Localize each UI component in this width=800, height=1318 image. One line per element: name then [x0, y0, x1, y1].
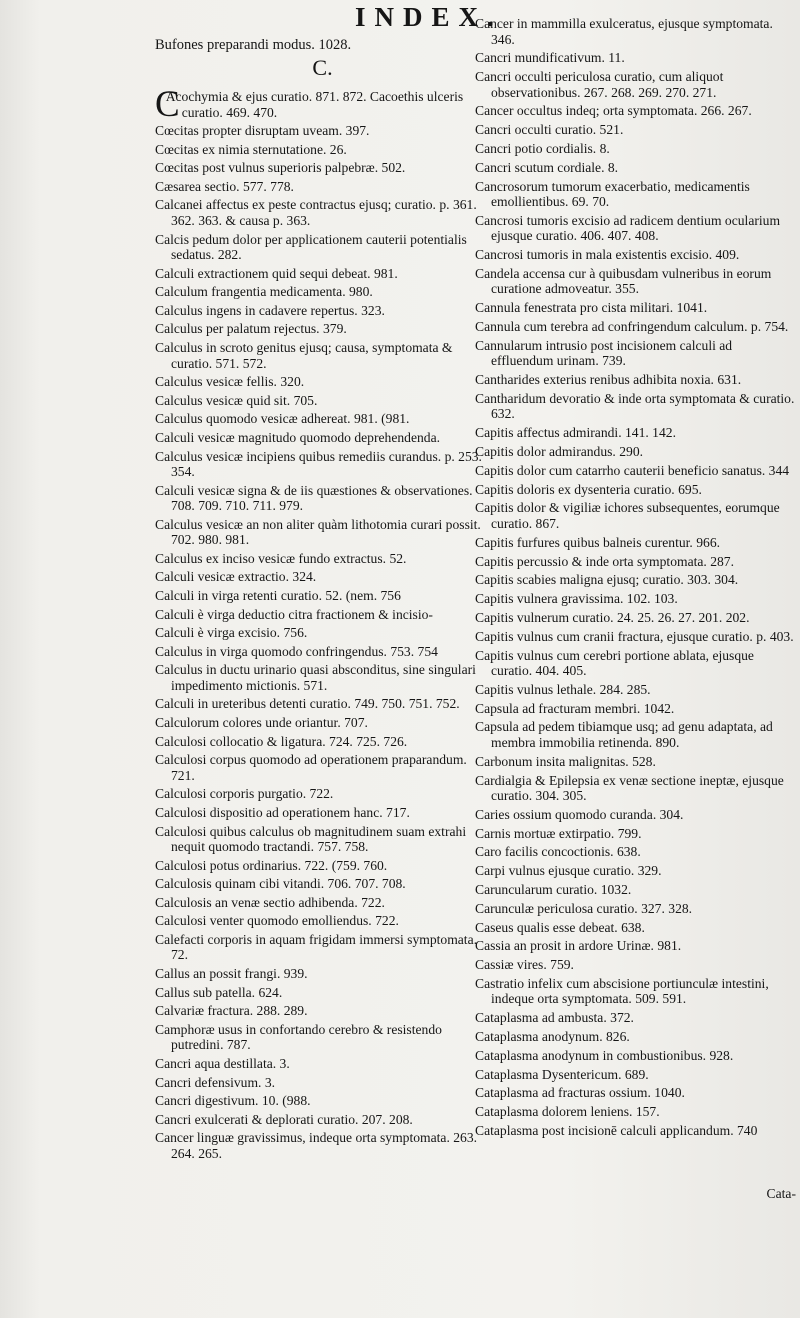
list-item: Calculi extractionem quid sequi debeat. 981.	[155, 265, 398, 281]
list-item: Cancrosi tumoris in mala existentis excisio. 409.	[475, 247, 740, 263]
list-item: Capitis affectus admirandi. 141. 142.	[475, 425, 676, 441]
list-item: Cœcitas ex nimia sternutatione. 26.	[155, 141, 347, 157]
list-item: Cataplasma anodynum in combustionibus. 928.	[475, 1047, 734, 1063]
list-item: Cancrosorum tumorum exacerbatio, medicamentis emollientibus. 69. 70.	[475, 178, 750, 210]
list-item: Calvariæ fractura. 288. 289.	[155, 1003, 308, 1019]
right-entry-list	[475, 16, 797, 1139]
list-item: Cancri occulti curatio. 521.	[475, 122, 624, 138]
list-item: Capitis vulnus lethale. 284. 285.	[475, 681, 651, 697]
list-item: Capitis vulnus cum cranii fractura, ejusque curatio. p. 403.	[475, 628, 794, 644]
list-item: Cancer in mammilla exulceratus, ejusque symptomata. 346.	[475, 16, 773, 47]
list-item: Calefacti corporis in aquam frigidam immersi symptomata. 72.	[155, 931, 478, 963]
list-item: Cancer linguæ gravissimus, indeque orta symptomata. 263. 264. 265.	[155, 1130, 478, 1161]
list-item: Cataplasma Dysentericum. 689.	[475, 1066, 649, 1082]
list-item: Calcanei affectus ex peste contractus ejusq; curatio. p. 361. 362. 363. & causa p. 363.	[155, 197, 477, 228]
list-item: Cancri digestivum. 10. (988.	[155, 1093, 311, 1109]
list-item: Calculus quomodo vesicæ adhereat. 981. (981.	[155, 411, 410, 427]
list-item: Cataplasma dolorem leniens. 157.	[475, 1104, 660, 1120]
right-column	[475, 16, 797, 1142]
list-item: Calculosi collocatio & ligatura. 724. 725. 726.	[155, 733, 408, 749]
list-item: Cataplasma ad ambusta. 372.	[475, 1010, 634, 1026]
list-item: Carunculæ periculosa curatio. 327. 328.	[475, 900, 693, 916]
list-item-text: Acochymia & ejus curatio. 871. 872. Cacoethis ulceris curatio. 469. 470.	[165, 89, 464, 120]
list-item: Calculosi corpus quomodo ad operationem praparandum. 721.	[155, 752, 467, 783]
catchword: Cata-	[766, 1186, 796, 1201]
list-item: Capitis dolor & vigiliæ ichores subsequentes, eorumque curatio. 867.	[475, 500, 780, 531]
list-item: Calculus vesicæ fellis. 320.	[155, 374, 305, 390]
list-item: Cœcitas post vulnus superioris palpebræ. 502.	[155, 160, 406, 176]
section-letter: C.	[312, 54, 333, 80]
list-item: Capitis scabies maligna ejusq; curatio. 303. 304.	[475, 572, 739, 588]
list-item: Cancer occultus indeq; orta symptomata. 266. 267.	[475, 103, 752, 119]
list-item: Capitis vulnerum curatio. 24. 25. 26. 27. 201. 202.	[475, 609, 750, 625]
list-item: Calculi in ureteribus detenti curatio. 749. 750. 751. 752.	[155, 696, 460, 712]
list-item: Calculosi venter quomodo emolliendus. 722.	[155, 913, 399, 929]
list-item: Cataplasma anodynum. 826.	[475, 1029, 630, 1045]
list-item: Calculosis an venæ sectio adhibenda. 722.	[155, 894, 385, 910]
list-item: Calculus vesicæ quid sit. 705.	[155, 392, 318, 408]
list-item: Calculorum colores unde oriantur. 707.	[155, 715, 368, 731]
list-item: Cancri aqua destillata. 3.	[155, 1055, 290, 1071]
list-item: Calculi è virga excisio. 756.	[155, 625, 308, 641]
drop-initial: C	[155, 84, 180, 125]
list-item: Capsula ad pedem tibiamque usq; ad genu adaptata, ad membra immobilia retinenda. 890.	[475, 719, 773, 750]
list-item: Capitis percussio & inde orta symptomata. 287.	[475, 553, 734, 569]
list-item: Capitis vulnus cum cerebri portione ablata, ejusque curatio. 404. 405.	[475, 647, 754, 679]
list-item: Capitis vulnera gravissima. 102. 103.	[475, 591, 678, 607]
list-item: Caruncularum curatio. 1032.	[475, 881, 632, 897]
list-item: Callus an possit frangi. 939.	[155, 966, 308, 982]
list-item: Calculi vesicæ magnitudo quomodo deprehendenda.	[155, 429, 441, 445]
list-item: Capitis doloris ex dysenteria curatio. 695.	[475, 481, 702, 497]
left-entry-list	[155, 123, 490, 1161]
list-item: Castratio infelix cum abscisione portiunculæ intestini, indeque orta symptomata. 509. 591.	[475, 975, 769, 1007]
list-item: Carnis mortuæ extirpatio. 799.	[475, 825, 642, 841]
list-item: Candela accensa cur à quibusdam vulneribus in eorum curatione admoveatur. 355.	[475, 265, 772, 297]
list-item: Calculosi dispositio ad operationem hanc. 717.	[155, 804, 410, 820]
list-item: Calculosi corporis purgatio. 722.	[155, 786, 334, 802]
list-item: Caseus qualis esse debeat. 638.	[475, 919, 645, 935]
list-item: Carbonum insita malignitas. 528.	[475, 753, 656, 769]
list-item: Cannula fenestrata pro cista militari. 1041.	[475, 300, 708, 316]
list-item: Cataplasma post incisionē calculi applicandum. 740	[475, 1123, 758, 1139]
list-item: Cancri exulcerati & deplorati curatio. 207. 208.	[155, 1111, 413, 1127]
list-item: Caro facilis concoctionis. 638.	[475, 844, 641, 860]
list-item: Callus sub patella. 624.	[155, 984, 283, 1000]
list-item: Calculus ex inciso vesicæ fundo extractus. 52.	[155, 550, 407, 566]
list-item: Calculi vesicæ extractio. 324.	[155, 569, 317, 585]
list-item: Calculi è virga deductio citra fractionem & incisio-	[155, 606, 433, 622]
list-item: Calculi in virga retenti curatio. 52. (nem. 756	[155, 587, 401, 603]
list-item: Cassia an prosit in ardore Urinæ. 981.	[475, 938, 682, 954]
list-item: Calculus ingens in cadavere repertus. 323.	[155, 302, 385, 318]
list-item: Calcis pedum dolor per applicationem cauterii potentialis sedatus. 282.	[155, 231, 467, 263]
list-item: Cancri defensivum. 3.	[155, 1074, 276, 1090]
list-item: Capsula ad fracturam membri. 1042.	[475, 700, 675, 716]
list-item: Cancrosi tumoris excisio ad radicem dentium ocularium ejusque curatio. 406. 407. 408.	[475, 212, 781, 244]
list-item: Cataplasma ad fracturas ossium. 1040.	[475, 1085, 685, 1101]
list-item: Calculosis quinam cibi vitandi. 706. 707. 708.	[155, 876, 406, 892]
list-item	[155, 84, 490, 125]
list-item: Calculus vesicæ an non aliter quàm lithotomia curari possit. 702. 980. 981.	[155, 516, 481, 548]
list-item: Cancri potio cordialis. 8.	[475, 140, 610, 156]
list-item: Cœcitas propter disruptam uveam. 397.	[155, 123, 370, 139]
list-item: Capitis furfures quibus balneis curentur. 966.	[475, 534, 721, 550]
list-item: Calculosi potus ordinarius. 722. (759. 760.	[155, 857, 388, 873]
list-item: Cancri occulti periculosa curatio, cum aliquot observationibus. 267. 268. 269. 270. 271.	[475, 69, 724, 100]
list-item: Capitis dolor cum catarrho cauterii beneficio sanatus. 344	[475, 462, 790, 478]
list-item: Cantharidum devoratio & inde orta symptomata & curatio. 632.	[475, 390, 795, 422]
list-item: Calculus in virga quomodo confringendus. 753. 754	[155, 643, 438, 659]
list-item: Calculum frangentia medicamenta. 980.	[155, 284, 373, 300]
list-item: Carpi vulnus ejusque curatio. 329.	[475, 863, 662, 879]
list-item: Capitis dolor admirandus. 290.	[475, 444, 644, 460]
left-column	[155, 38, 490, 1164]
list-item: Cardialgia & Epilepsia ex venæ sectione ineptæ, ejusque curatio. 304. 305.	[475, 772, 784, 803]
list-item: Calculus in ductu urinario quasi absconditus, sine singulari impedimento mictionis. 571.	[155, 662, 476, 693]
top-line: Bufones preparandi modus. 1028.	[155, 37, 352, 53]
list-item: Cannularum intrusio post incisionem calculi ad effluendum urinam. 739.	[475, 337, 733, 369]
list-item: Caries ossium quomodo curanda. 304.	[475, 806, 684, 822]
list-item: Cannula cum terebra ad confringendum calculum. p. 754.	[475, 319, 789, 335]
list-item: Calculi vesicæ signa & de iis quæstiones & observationes. 708. 709. 710. 711. 979.	[155, 482, 473, 514]
list-item: Calculus vesicæ incipiens quibus remediis curandus. p. 253. 354.	[155, 448, 482, 479]
list-item: Cancri mundificativum. 11.	[475, 50, 625, 66]
list-item: Cancri scutum cordiale. 8.	[475, 159, 619, 175]
list-item: Calculosi quibus calculus ob magnitudinem suam extrahi nequit quomodo tractandi. 757. 758.	[155, 823, 467, 854]
list-item: Cassiæ vires. 759.	[475, 957, 574, 973]
running-head: INDEX.	[355, 2, 503, 32]
list-item: Calculus per palatum rejectus. 379.	[155, 321, 347, 337]
list-item: Cæsarea sectio. 577. 778.	[155, 178, 294, 194]
list-item: Camphoræ usus in confortando cerebro & resistendo putredini. 787.	[155, 1021, 442, 1053]
list-item: Calculus in scroto genitus ejusq; causa, symptomata & curatio. 571. 572.	[155, 340, 453, 371]
list-item: Cantharides exterius renibus adhibita noxia. 631.	[475, 372, 742, 388]
